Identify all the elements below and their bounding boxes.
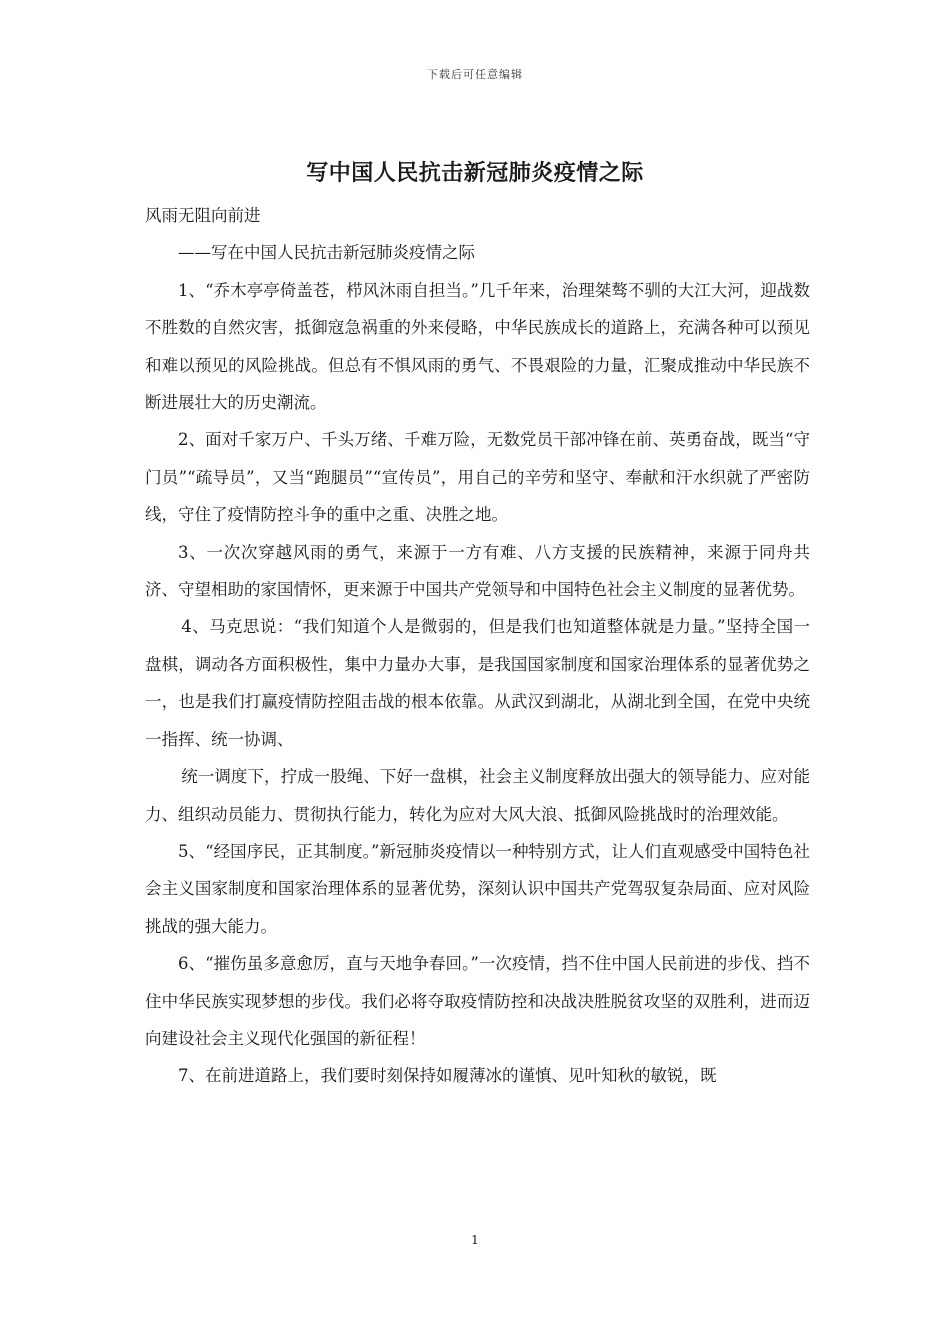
header-note: 下载后可任意编辑 (427, 68, 523, 81)
paragraph-7: 7、在前进道路上，我们要时刻保持如履薄冰的谨慎、见叶知秋的敏锐，既 (178, 1066, 717, 1086)
paragraph-4: 4、马克思说：“我们知道个人是微弱的，但是我们也知道整体就是力量。”坚持全国一盘棋，调动各方面积极性，集中力量办大事，是我国国家制度和国家治理体系的显著优势之一，也是我们打赢疫情防控阻击战的根本依靠。从武汉到湖北，从湖北到全国，在党中央统一指挥、统一协调、 (145, 617, 810, 749)
subtitle: 风雨无阻向前进 (145, 206, 261, 225)
paragraph-4-continued: 统一调度下，拧成一股绳、下好一盘棋，社会主义制度释放出强大的领导能力、应对能力、组织动员能力、贯彻执行能力，转化为应对大风大浪、抵御风险挑战时的治理效能。 (145, 767, 810, 824)
byline: ——写在中国人民抗击新冠肺炎疫情之际 (178, 243, 475, 263)
paragraph-2: 2、面对千家万户、千头万绪、千难万险，无数党员干部冲锋在前、英勇奋战，既当“守门员”“疏导员”，又当“跑腿员”“宣传员”，用自己的辛劳和坚守、奉献和汗水织就了严密防线，守住了疫情防控斗争的重中之重、决胜之地。 (145, 430, 810, 525)
paragraph-1: 1、“乔木亭亭倚盖苍，栉风沐雨自担当。”几千年来，治理桀骜不驯的大江大河，迎战数不胜数的自然灾害，抵御寇急祸重的外来侵略，中华民族成长的道路上，充满各种可以预见和难以预见的风险挑战。但总有不惧风雨的勇气、不畏艰险的力量，汇聚成推动中华民族不断进展壮大的历史潮流。 (145, 280, 810, 413)
paragraph-3: 3、一次次穿越风雨的勇气，来源于一方有难、八方支援的民族精神，来源于同舟共济、守望相助的家国情怀，更来源于中国共产党领导和中国特色社会主义制度的显著优势。 (145, 542, 810, 600)
page-number: 1 (471, 1233, 479, 1247)
document-body (145, 197, 810, 1095)
paragraph-5: 5、“经国序民，正其制度。”新冠肺炎疫情以一种特别方式，让人们直观感受中国特色社会主义国家制度和国家治理体系的显著优势，深刻认识中国共产党驾驭复杂局面、应对风险挑战的强大能力。 (145, 841, 810, 936)
document-title: 写中国人民抗击新冠肺炎疫情之际 (306, 160, 644, 186)
paragraph-6: 6、“摧伤虽多意愈厉，直与天地争春回。”一次疫情，挡不住中国人民前进的步伐、挡不住中华民族实现梦想的步伐。我们必将夺取疫情防控和决战决胜脱贫攻坚的双胜利，进而迈向建设社会主义现代化强国的新征程！ (145, 954, 810, 1048)
